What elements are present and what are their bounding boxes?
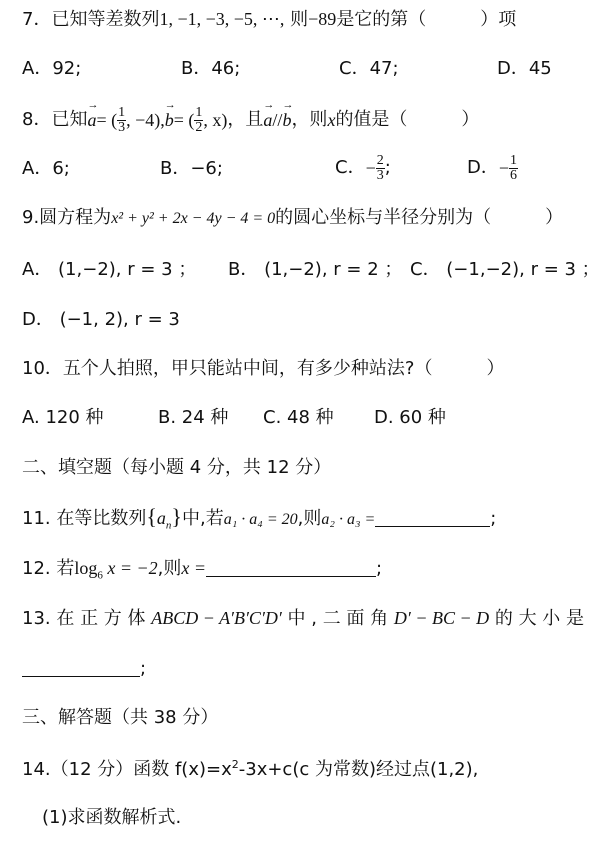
q8-b-rest: , x) (203, 110, 228, 130)
q11-answer-blank[interactable] (375, 526, 490, 527)
q8-option-d-den: 6 (510, 167, 518, 183)
q9-option-d: D． (−1, 2), r = 3 (22, 309, 180, 330)
q12-pre: 12. 若 (22, 558, 75, 579)
q8-option-d-fraction (509, 154, 518, 183)
q8-option-b: B．−6; (160, 158, 223, 179)
q8-b-den: 2 (195, 119, 203, 135)
q13-mid: 中 , 二 面 角 (287, 608, 389, 629)
vector-a-2: → a (263, 111, 272, 129)
q13-cube: ABCD − A′B′C′D′ (151, 608, 282, 628)
q8-option-d-label: D． (467, 157, 499, 178)
q8-var: x (327, 110, 336, 130)
q8-option-c-den: 3 (376, 167, 384, 183)
q9-text: 9.圆方程为 (22, 207, 112, 228)
q7-option-a: A．92; (22, 58, 82, 79)
q8-option-a: A．6; (22, 158, 70, 179)
q9-option-c: C． (−1,−2), r = 3 ； (410, 259, 600, 280)
q7-option-d: D．45 (497, 58, 552, 79)
q14-sub-question-1: (1)求函数解析式. (42, 807, 182, 828)
q7-mid: 则 (284, 9, 309, 30)
q11-end: ; (490, 508, 497, 529)
vector-b: → b (165, 111, 174, 129)
question-10: 10．五个人拍照，甲只能站中间，有多少种站法?（ ） (22, 358, 505, 379)
q13-angle: D′ − BC − D (393, 608, 490, 628)
q14-rest: -3x+c(c 为常数)经过点(1,2), (238, 759, 479, 780)
q8-cond-post: ，则 (291, 109, 328, 130)
q8-a-num: 1 (118, 104, 126, 120)
q14-text: 14.（12 分）函数 f(x)=x (22, 759, 232, 780)
q10-option-a: A. 120 种 (22, 407, 104, 428)
q11-cond: a₁ · a₄ = 20 (223, 511, 298, 528)
q13-text: 13. 在 正 方 体 (22, 608, 146, 629)
q11-pre: 11. 在等比数列 (22, 508, 147, 529)
question-9 (22, 209, 563, 227)
q8-a-fraction (117, 106, 126, 135)
question-11: 11. 在等比数列$\{a_n\}$中,若a₁ · a₄ = 20,则a₂ · a₃ = ; (22, 504, 497, 532)
q8-parallel: // (272, 110, 283, 130)
q8-option-c: C． − $\frac{2}{3}$ ; (335, 152, 391, 183)
q9-equation: x² + y² + 2x − 4y − 4 = 0 (111, 210, 276, 227)
q12-mid: ,则 (157, 558, 182, 579)
q11-seq-sub: n (165, 519, 172, 532)
q8-option-c-num: 2 (376, 152, 384, 168)
q11-seq: a (156, 508, 166, 528)
q12-log-base: 6 (97, 569, 103, 582)
q12-ask: x = (181, 558, 207, 578)
q8-a-rest: , −4), (126, 110, 165, 130)
question-13 (22, 609, 584, 628)
question-12 (22, 559, 382, 582)
q13-line2-end: ; (140, 658, 147, 679)
vector-b-2: → b (282, 111, 291, 129)
q13-answer-blank[interactable] (22, 676, 140, 677)
q8-text: 8．已知 (22, 109, 88, 130)
q8-option-d: D． − $\frac{1}{6}$ (467, 152, 518, 183)
q7-value: −89 (308, 9, 337, 29)
q10-option-b: B. 24 种 (158, 407, 229, 428)
q7-option-c: C．47; (339, 58, 399, 79)
q9-end: 的圆心坐标与半径分别为（ ） (275, 207, 564, 228)
q8-b-eq: = ( (173, 110, 195, 130)
q7-option-b: B．46; (181, 58, 241, 79)
q8-end: 的值是（ ） (335, 109, 480, 130)
q9-option-b: B． (1,−2), r = 2 ； (228, 259, 403, 280)
q10-option-d: D. 60 种 (374, 407, 446, 428)
section-heading-solutions: 三、解答题（共 38 分） (22, 707, 219, 728)
q8-option-c-fraction (376, 154, 385, 183)
q12-eq: x = −2 (102, 558, 158, 578)
q7-sequence: 1, −1, −3, −5, ⋯, (159, 9, 285, 29)
vector-a: → a (87, 111, 96, 129)
q10-option-c: C. 48 种 (263, 407, 334, 428)
q8-b-num: 1 (195, 104, 203, 120)
q13-end: 的 大 小 是 (494, 608, 585, 629)
q12-log: log (74, 558, 98, 578)
q8-b-fraction (194, 106, 203, 135)
q11-mid2: ,则 (297, 508, 322, 529)
q7-end: 是它的第（ ）项 (336, 9, 517, 30)
q14-sup: 2 (231, 758, 239, 771)
q8-option-c-end: ; (384, 157, 391, 178)
q8-option-d-num: 1 (510, 152, 518, 168)
q12-answer-blank[interactable] (206, 576, 376, 577)
question-7 (22, 10, 516, 29)
q9-option-a: A． (1,−2), r = 3 ； (22, 259, 197, 280)
q12-end: ; (376, 558, 383, 579)
q7-text: 7．已知等差数列 (22, 9, 160, 30)
question-8 (22, 100, 479, 140)
q8-cond-pre: ，且 (227, 109, 264, 130)
q8-a-eq: = ( (96, 110, 118, 130)
q8-option-c-label: C． (335, 157, 366, 178)
q8-a-den: 3 (118, 119, 126, 135)
q11-mid: 中,若 (181, 508, 224, 529)
section-heading-fill-in: 二、填空题（每小题 4 分，共 12 分） (22, 457, 332, 478)
q13-answer-line (22, 660, 146, 678)
q11-ask: a₂ · a₃ = (321, 511, 376, 528)
question-14 (22, 759, 478, 779)
